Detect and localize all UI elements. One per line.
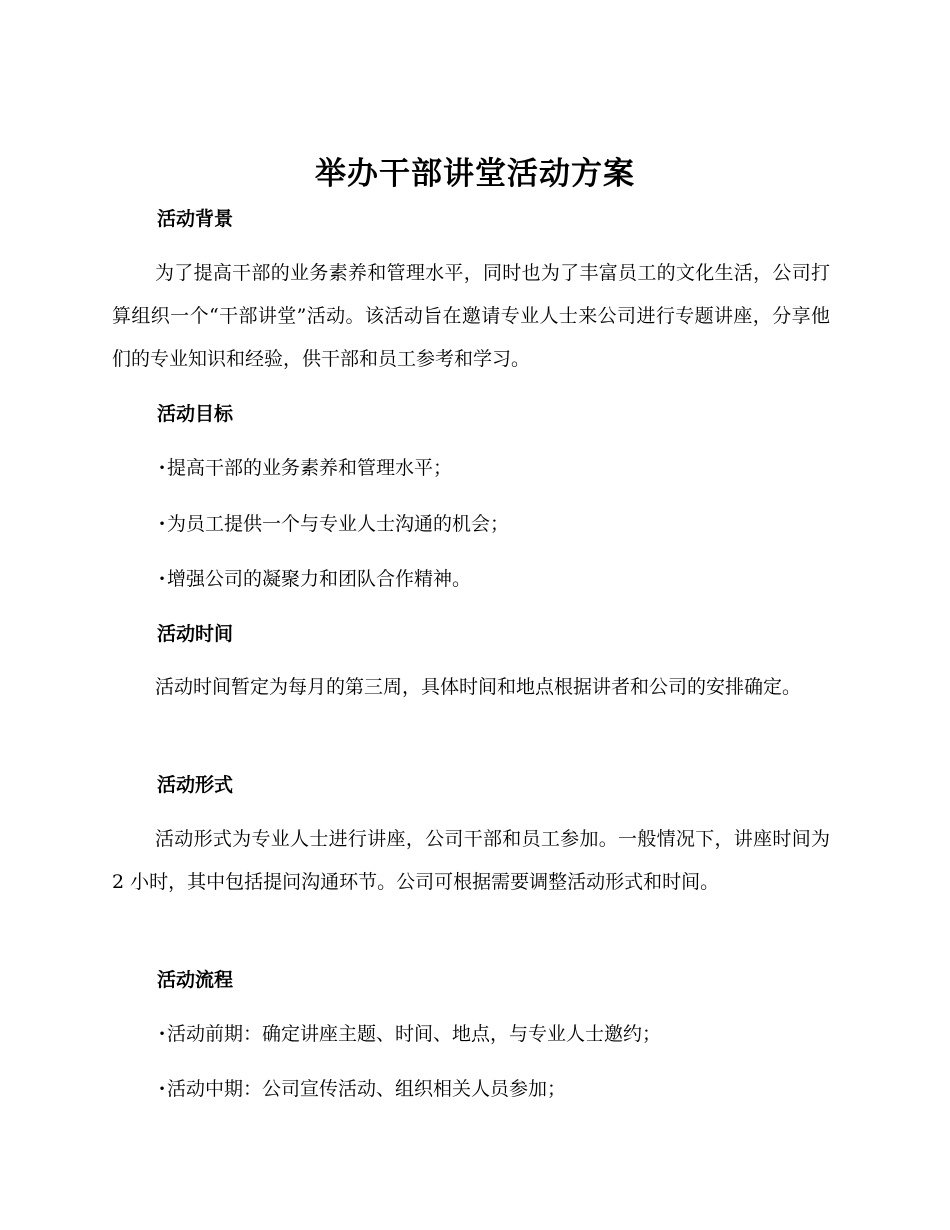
- goal-list-item: [157, 454, 452, 482]
- process-item-text: 活动前期：确定讲座主题、时间、地点，与专业人士邀约；: [167, 1023, 662, 1045]
- process-list-item: [157, 1075, 566, 1103]
- section-heading-process: 活动流程: [157, 969, 234, 991]
- bullet-icon: ·: [158, 513, 166, 535]
- goal-list-item: [157, 510, 509, 538]
- time-paragraph: 活动时间暂定为每月的第三周，具体时间和地点根据讲者和公司的安排确定。: [155, 676, 802, 698]
- process-item-text: 活动中期：公司宣传活动、组织相关人员参加；: [167, 1078, 567, 1100]
- bullet-icon: ·: [158, 1023, 166, 1045]
- goal-list-item: [157, 565, 471, 593]
- section-heading-background: 活动背景: [157, 208, 234, 230]
- bullet-icon: ·: [158, 457, 166, 479]
- document-title: 举办干部讲堂活动方案: [315, 156, 635, 192]
- section-heading-goals: 活动目标: [157, 403, 234, 425]
- format-paragraph: 活动形式为专业人士进行讲座，公司干部和员工参加。一般情况下，讲座时间为 2 小时，其中包括提问沟通环节。公司可根据需要调整活动形式和时间。: [112, 828, 830, 893]
- process-list-item: [157, 1020, 661, 1048]
- goal-item-text: 提高干部的业务素养和管理水平；: [167, 457, 453, 479]
- goal-item-text: 为员工提供一个与专业人士沟通的机会；: [167, 513, 510, 535]
- background-paragraph: 为了提高干部的业务素养和管理水平，同时也为了丰富员工的文化生活，公司打算组织一个“干部讲堂”活动。该活动旨在邀请专业人士来公司进行专题讲座，分享他们的专业知识和经验，供干部和员工参考和学习。: [112, 262, 830, 370]
- section-heading-format: 活动形式: [157, 774, 234, 796]
- bullet-icon: ·: [158, 1078, 166, 1100]
- goal-item-text: 增强公司的凝聚力和团队合作精神。: [167, 568, 472, 590]
- section-heading-time: 活动时间: [157, 623, 234, 645]
- bullet-icon: ·: [158, 568, 166, 590]
